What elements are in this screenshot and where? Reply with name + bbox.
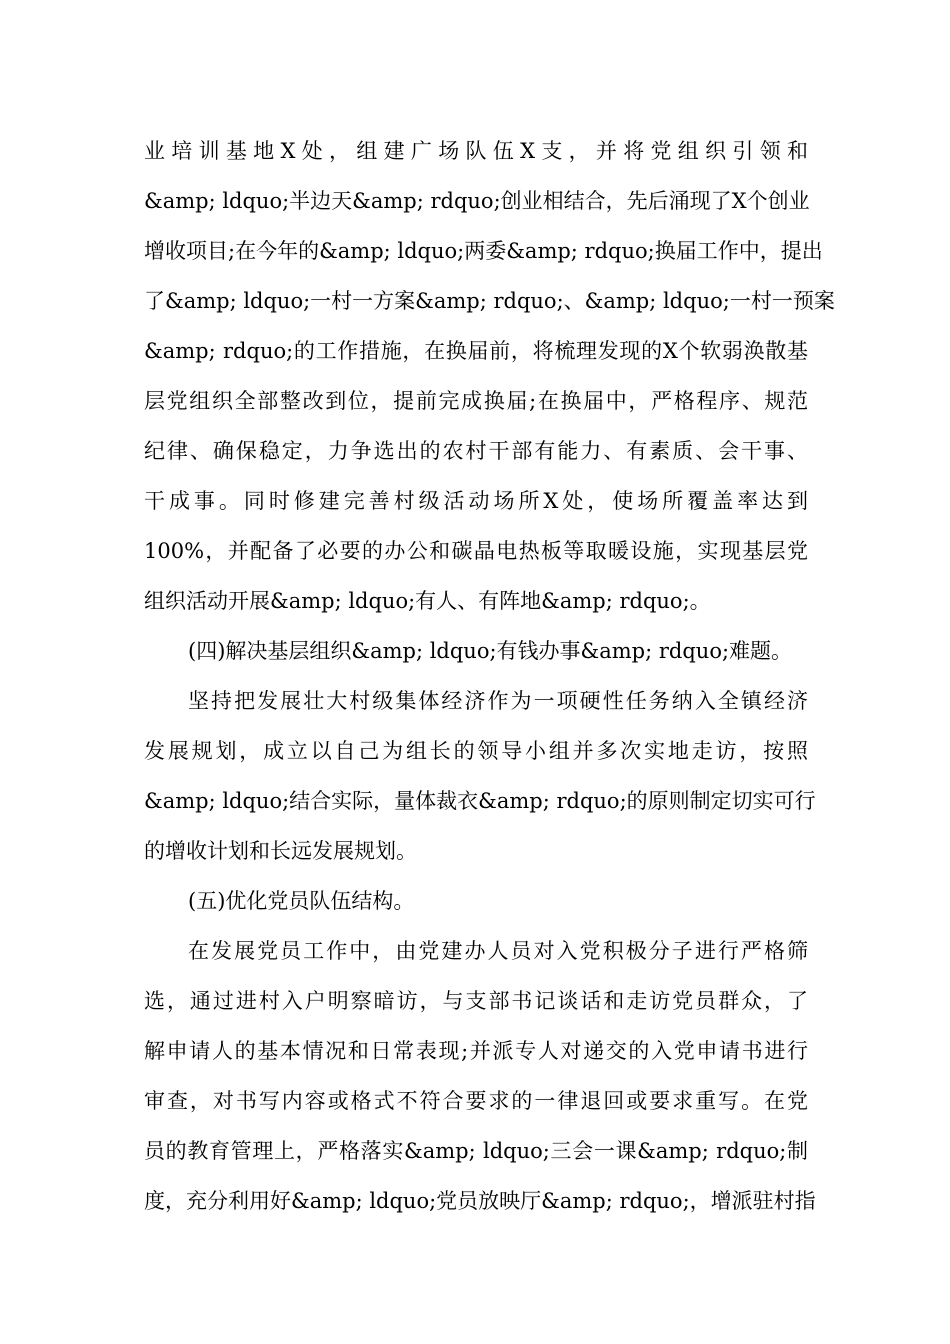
paragraph-line: &amp; ldquo;结合实际，量体裁衣&amp; rdquo;的原则制定切实可行 — [144, 789, 816, 813]
paragraph-line: 在发展党员工作中，由党建办人员对入党积极分子进行严格筛 — [188, 939, 808, 963]
paragraph-line: 层党组织全部整改到位，提前完成换届;在换届中，严格程序、规范 — [144, 389, 808, 413]
paragraph-line: 业培训基地X处，组建广场队伍X支，并将党组织引领和 — [144, 139, 808, 163]
paragraph-line: 选，通过进村入户明察暗访，与支部书记谈话和走访党员群众，了 — [144, 989, 808, 1013]
paragraph-line: 的增收计划和长远发展规划。 — [144, 839, 417, 863]
paragraph-line: 审查，对书写内容或格式不符合要求的一律退回或要求重写。在党 — [144, 1089, 808, 1113]
paragraph-line: &amp; ldquo;半边天&amp; rdquo;创业相结合，先后涌现了X个创业 — [144, 189, 810, 213]
paragraph-line: 员的教育管理上，严格落实&amp; ldquo;三会一课&amp; rdquo;制 — [144, 1139, 808, 1163]
paragraph-line: 坚持把发展壮大村级集体经济作为一项硬性任务纳入全镇经济 — [188, 689, 808, 713]
paragraph-line: 解申请人的基本情况和日常表现;并派专人对递交的入党申请书进行 — [144, 1039, 808, 1063]
paragraph-line: 干成事。同时修建完善村级活动场所X处，使场所覆盖率达到 — [144, 489, 808, 513]
paragraph-line: 增收项目;在今年的&amp; ldquo;两委&amp; rdquo;换届工作中，提出 — [144, 239, 823, 263]
paragraph-line: 纪律、确保稳定，力争选出的农村干部有能力、有素质、会干事、 — [144, 439, 808, 463]
paragraph-line: 了&amp; ldquo;一村一方案&amp; rdquo;、&amp; ldquo;一村一预案 — [144, 289, 835, 313]
paragraph-line: 度，充分利用好&amp; ldquo;党员放映厅&amp; rdquo;，增派驻村指 — [144, 1189, 816, 1213]
paragraph-line: (五)优化党员队伍结构。 — [188, 889, 415, 913]
document-body — [144, 126, 835, 1226]
paragraph-line: 组织活动开展&amp; ldquo;有人、有阵地&amp; rdquo;。 — [144, 589, 711, 613]
paragraph-line: 发展规划，成立以自己为组长的领导小组并多次实地走访，按照 — [144, 739, 808, 763]
paragraph-line: (四)解决基层组织&amp; ldquo;有钱办事&amp; rdquo;难题。 — [188, 639, 793, 663]
paragraph-line: &amp; rdquo;的工作措施，在换届前，将梳理发现的X个软弱涣散基 — [144, 339, 808, 363]
paragraph-line: 100%，并配备了必要的办公和碳晶电热板等取暖设施，实现基层党 — [144, 539, 808, 563]
